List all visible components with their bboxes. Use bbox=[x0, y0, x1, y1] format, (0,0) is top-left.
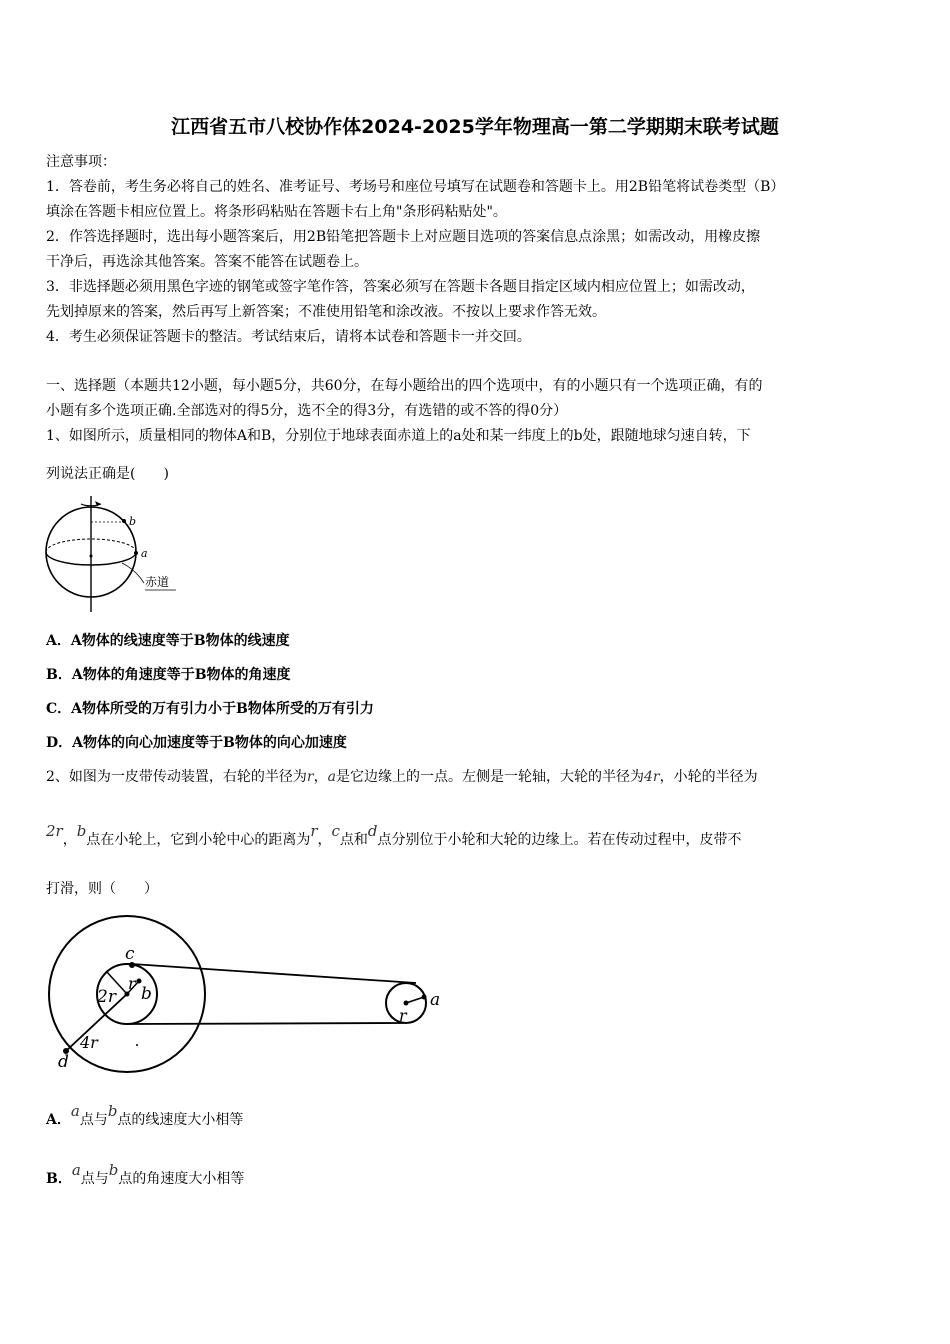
notice-line: 填涂在答题卡相应位置上。将条形码粘贴在答题卡右上角"条形码粘贴处"。 bbox=[46, 204, 507, 220]
point-d-label: d bbox=[58, 1052, 69, 1072]
point-c-label: c bbox=[125, 944, 135, 964]
notice-heading: 注意事项： bbox=[46, 154, 116, 170]
section-heading: 一、选择题（本题共12小题，每小题5分，共60分，在每小题给出的四个选项中，有的小题只有一个选项正确，有的 bbox=[46, 378, 763, 394]
question-1-stem: 列说法正确是( ) bbox=[46, 466, 169, 482]
earth-rotation-figure bbox=[40, 492, 180, 617]
option-key: A． bbox=[46, 1112, 71, 1128]
option-key: C． bbox=[46, 701, 72, 717]
notice-line: 1．答卷前，考生务必将自己的姓名、准考证号、考场号和座位号填写在试题卷和答题卡上。用2B铅笔将试卷类型（B） bbox=[46, 179, 785, 195]
q2-option-b: B．a点与b点的角速度大小相等 bbox=[46, 1161, 245, 1187]
option-key: A． bbox=[46, 633, 71, 649]
option-key: D． bbox=[46, 735, 73, 751]
question-1-stem: 1、如图所示，质量相同的物体A和B，分别位于地球表面赤道上的a处和某一纬度上的b处，跟随地球匀速自转，下 bbox=[46, 428, 751, 444]
q1-option-b bbox=[46, 666, 906, 684]
question-2-stem: 2、如图为一皮带传动装置，右轮的半径为r，a是它边缘上的一点。左侧是一轮轴，大轮的半径为4r，小轮的半径为 bbox=[46, 769, 758, 785]
option-text: A物体的向心加速度等于B物体的向心加速度 bbox=[72, 735, 347, 751]
option-text: A物体的线速度等于B物体的线速度 bbox=[70, 633, 290, 649]
notice-line: 干净后，再选涂其他答案。答案不能答在试题卷上。 bbox=[46, 254, 368, 270]
point-b-label: b bbox=[129, 515, 137, 528]
notice-line: 4．考生必须保证答题卡的整洁。考试结束后，请将本试卷和答题卡一并交回。 bbox=[46, 329, 531, 345]
notice-line: 3．非选择题必须用黑色字迹的钢笔或签字笔作答，答案必须写在答题卡各题目指定区域内相应位置上；如需改动， bbox=[46, 279, 755, 295]
option-key: B． bbox=[46, 667, 72, 683]
exam-title: 江西省五市八校协作体2024-2025学年物理高一第二学期期末联考试题 bbox=[171, 116, 779, 138]
q2-option-a: A．a点与b点的线速度大小相等 bbox=[46, 1102, 244, 1128]
question-2-stem: 打滑，则（ ） bbox=[46, 881, 158, 897]
section-heading: 小题有多个选项正确.全部选对的得5分，选不全的得3分，有选错的或不答的得0分） bbox=[46, 403, 568, 419]
point-a-label: a bbox=[430, 990, 441, 1010]
radius-r-right-label: r bbox=[399, 1006, 407, 1025]
option-text: A物体的角速度等于B物体的角速度 bbox=[71, 667, 291, 683]
question-2-stem: 2r，b点在小轮上，它到小轮中心的距离为r，c点和d点分别位于小轮和大轮的边缘上。若在传动过程中，皮带不 bbox=[46, 822, 742, 848]
radius-4r-label: 4r bbox=[80, 1033, 98, 1052]
notice-line: 先划掉原来的答案，然后再写上新答案；不准使用铅笔和涂改液。不按以上要求作答无效。 bbox=[46, 304, 606, 320]
radius-r-label: r bbox=[128, 974, 136, 993]
q1-option-a bbox=[46, 632, 906, 650]
q1-option-c bbox=[46, 700, 906, 718]
q1-option-d bbox=[46, 734, 906, 752]
point-a-label: a bbox=[141, 547, 148, 560]
equator-label: 赤道 bbox=[145, 575, 170, 589]
point-b-label: b bbox=[141, 984, 152, 1004]
notice-line: 2．作答选择题时，选出每小题答案后，用2B铅笔把答题卡上对应题目选项的答案信息点涂黑；如需改动，用橡皮擦 bbox=[46, 229, 761, 245]
option-text: A物体所受的万有引力小于B物体所受的万有引力 bbox=[71, 701, 374, 717]
option-key: B． bbox=[46, 1171, 72, 1187]
belt-drive-figure bbox=[44, 915, 454, 1075]
radius-2r-label: 2r bbox=[97, 987, 116, 1007]
